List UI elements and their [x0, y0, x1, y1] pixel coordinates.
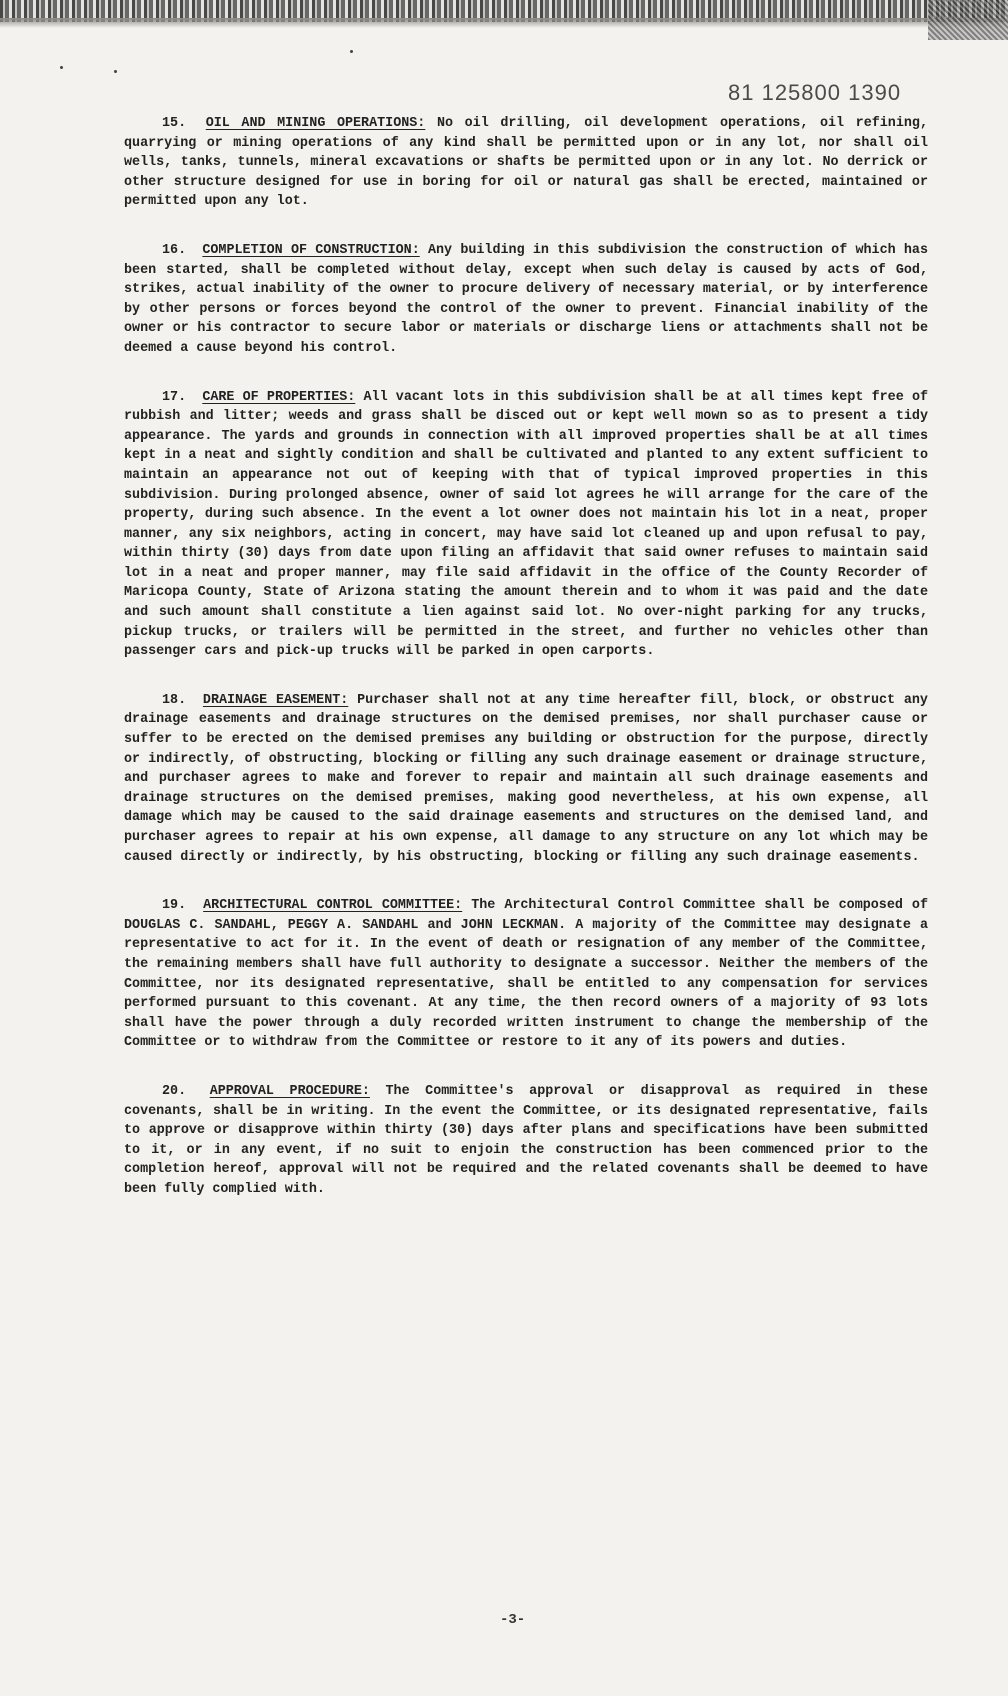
paragraph-text: The Architectural Control Committee shall be composed of DOUGLAS C. SANDAHL, PEGGY A. SANDAHL and JOHN LECKMAN. A majority of the Committee may designate a representative to act for it. In the event of death or resignation of any member of the Committee, the remaining members shall have full authority to designate a successor. Neither the members of the Committee, nor its designated representative, shall be entitled to any compensation for services performed pursuant to this covenant. At any time, the then record owners of a majority of 93 lots shall have the power through a duly recorded written instrument to change the membership of the Committee or to withdraw from the Committee or restore to it any of its powers and duties.	[124, 898, 928, 1051]
paragraph-heading: APPROVAL PROCEDURE:	[209, 1083, 370, 1099]
paragraph-text: All vacant lots in this subdivision shall be at all times kept free of rubbish and litter; weeds and grass shall be disced out or kept well mown so as to present a tidy appearance. The yards and grounds in connection with all improved properties shall be at all times kept in a neat and sightly condition and shall be cultivated and planted to any extent sufficient to maintain an appearance not out of keeping with that of typical improved properties in this subdivision. During prolonged absence, owner of said lot agrees he will arrange for the care of the property, during such absence. In the event a lot owner does not maintain his lot in a neat, proper manner, any six neighbors, acting in concert, may have said lot cleaned up and upon refusal to pay, within thirty (30) days from date upon filing an affidavit that said owner refuses to maintain said lot in a neat and proper manner, may file said affidavit in the office of the County Recorder of Maricopa County, State of Arizona stating the amount therein and to whom it was paid and the date and such amount shall constitute a lien against said lot. No over-night parking for any trucks, pickup trucks, or trailers will be permitted in the street, and further no vehicles other than passenger cars and pick-up trucks will be parked in open carports.	[124, 389, 929, 660]
paragraph-number: 20.	[162, 1083, 187, 1099]
paragraph-number: 15.	[162, 116, 187, 131]
scan-speck	[350, 50, 353, 53]
paragraph-heading: DRAINAGE EASEMENT:	[202, 692, 349, 708]
paragraph-17	[124, 388, 928, 662]
document-body	[124, 114, 928, 1229]
paragraph-text: Purchaser shall not at any time hereafter fill, block, or obstruct any drainage easements and drainage structures on the demised premises, nor shall purchaser cause or suffer to be erected on the demised premises any building or obstruction for the purpose, directly or indirectly, of obstructing, blocking or filling any such drainage easement or drainage structure, and purchaser agrees to make and forever to repair and maintain all such drainage easements and drainage structures on the demised premises, making good nevertheless, at his own expense, all damage which may be caused to the said drainage easements and structures on the demised land, and purchaser agrees to repair at his own expense, all damage to any structure on any lot which may be caused directly or indirectly, by his obstructing, blocking or filling any such drainage easements.	[124, 692, 928, 865]
scan-edge-corner	[928, 0, 1008, 40]
paragraph-text: The Committee's approval or disapproval as required in these covenants, shall be in writing. In the event the Committee, or its designated representative, fails to approve or disapprove within thirty (30) days after plans and specifications have been submitted to it, or in any event, if no suit to enjoin the construction has been commenced prior to the completion hereof, approval will not be required and the related covenants shall be deemed to have been fully complied with.	[124, 1083, 928, 1197]
paragraph-number: 18.	[162, 692, 187, 708]
paragraph-number: 17.	[162, 389, 187, 405]
paragraph-19	[124, 896, 928, 1053]
scan-speck	[60, 66, 63, 69]
paragraph-number: 16.	[162, 242, 187, 258]
paragraph-text: No oil drilling, oil development operations, oil refining, quarrying or mining operations of any kind shall be permitted upon or in any lot, nor shall oil wells, tanks, tunnels, mineral excavations or shafts be permitted upon or in any lot. No derrick or other structure designed for use in boring for oil or natural gas shall be erected, maintained or permitted upon any lot.	[124, 116, 928, 210]
paragraph-16	[124, 241, 928, 359]
paragraph-15	[124, 114, 928, 212]
paragraph-text: Any building in this subdivision the construction of which has been started, shall be completed without delay, except when such delay is caused by acts of God, strikes, actual inability of the owner to procure delivery of necessary material, or by interference by other persons or forces beyond the control of the owner to prevent. Financial inability of the owner or his contractor to secure labor or materials or discharge liens or attachments shall not be deemed a cause beyond his control.	[124, 242, 929, 356]
document-number: 81 125800 1390	[728, 80, 902, 105]
paragraph-18	[124, 691, 928, 867]
paragraph-heading: ARCHITECTURAL CONTROL COMMITTEE:	[203, 898, 463, 914]
paragraph-heading: CARE OF PROPERTIES:	[202, 389, 356, 405]
paragraph-number: 19.	[162, 898, 187, 914]
scan-edge-shadow	[0, 18, 1008, 28]
paragraph-heading: OIL AND MINING OPERATIONS:	[205, 116, 426, 131]
scan-speck	[114, 70, 117, 73]
paragraph-20	[124, 1082, 928, 1200]
paragraph-heading: COMPLETION OF CONSTRUCTION:	[202, 242, 420, 258]
page-number: -3-	[500, 1612, 526, 1628]
